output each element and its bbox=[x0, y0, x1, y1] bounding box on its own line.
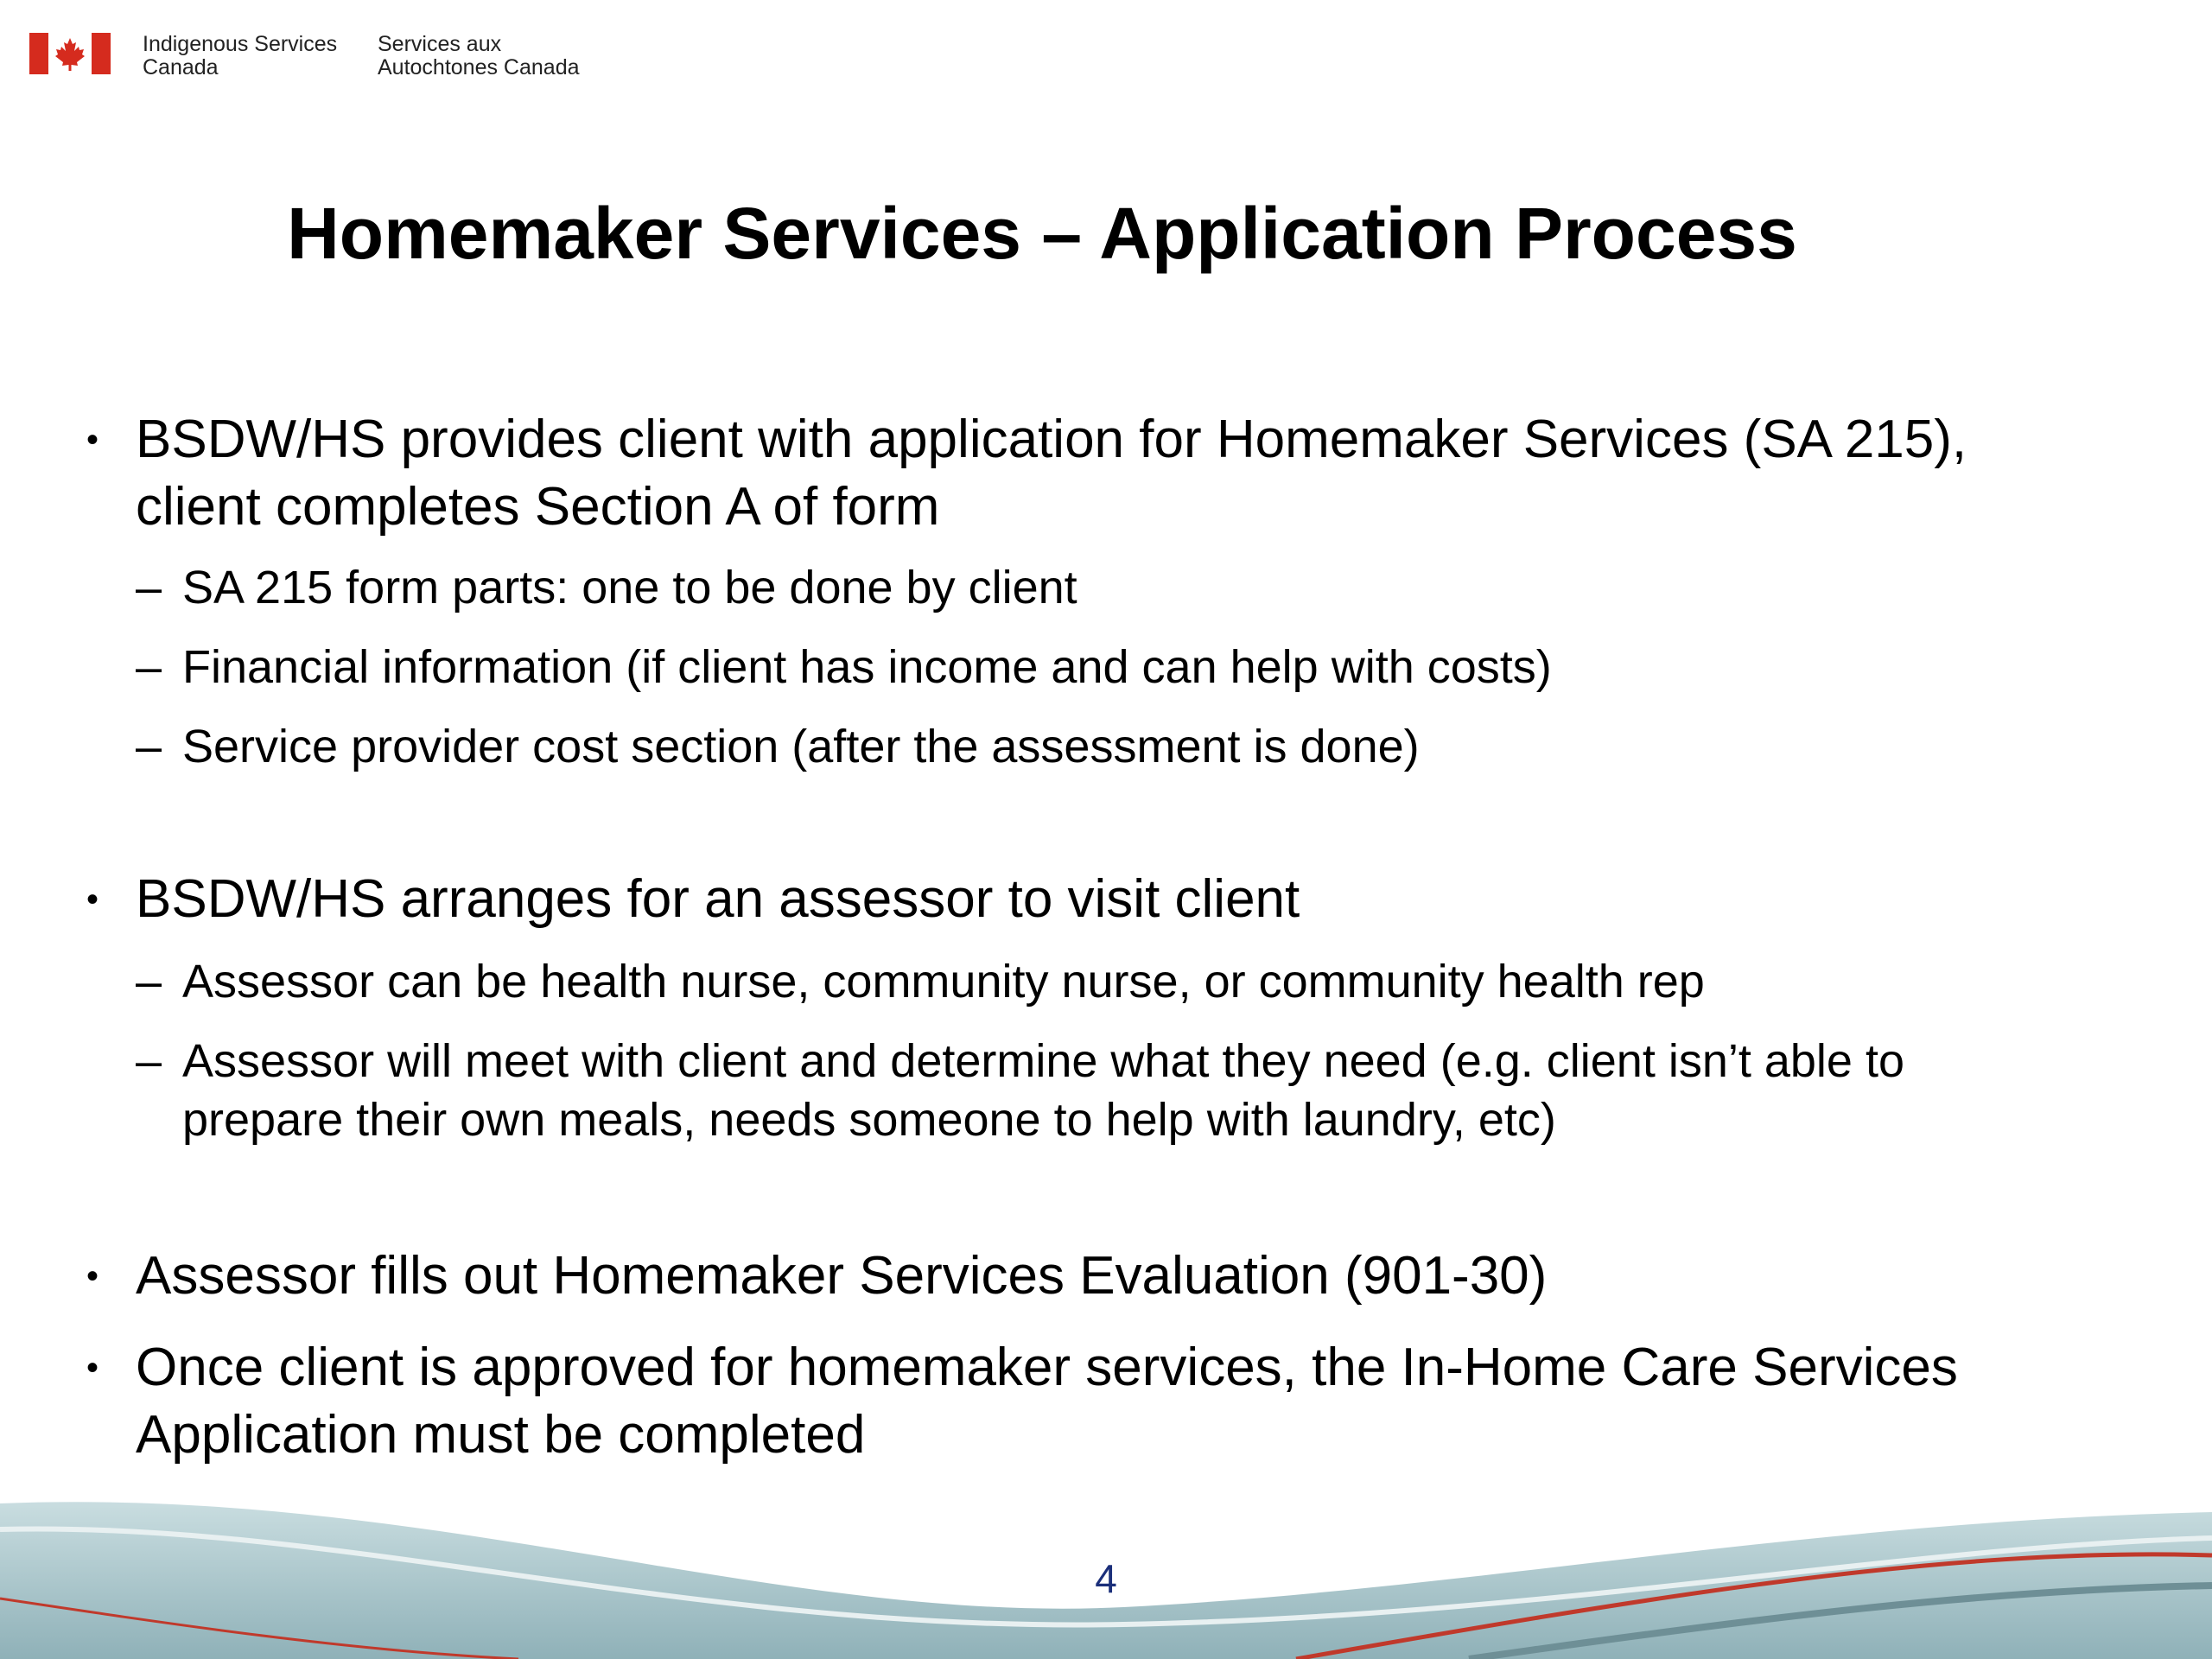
sub-bullet-text: Assessor can be health nurse, community nurse, or community health rep bbox=[182, 956, 1705, 1007]
bullet-item bbox=[86, 866, 1987, 933]
slide-title: Homemaker Services – Application Process bbox=[287, 193, 1797, 274]
sub-bullet-marker: – bbox=[136, 641, 162, 693]
sub-bullet-text: Financial information (if client has income and can help with costs) bbox=[182, 641, 1552, 693]
department-name-english: Indigenous Services Canada bbox=[143, 32, 338, 79]
sub-bullet-item bbox=[86, 952, 1987, 1011]
bullet-item bbox=[86, 1243, 1987, 1310]
government-identifier bbox=[29, 33, 111, 74]
sub-bullet-marker: – bbox=[136, 562, 162, 613]
bullet-text: BSDW/HS provides client with application for Homemaker Services (SA 215), client completes Section A of form bbox=[136, 410, 1967, 537]
sub-bullet-text: Service provider cost section (after the assessment is done) bbox=[182, 721, 1420, 772]
sub-bullet-marker: – bbox=[136, 1035, 162, 1087]
bullet-item bbox=[86, 406, 1987, 541]
bullet-text: Assessor fills out Homemaker Services Evaluation (901-30) bbox=[136, 1246, 1548, 1306]
bullet-marker: • bbox=[86, 880, 99, 918]
bullet-item bbox=[86, 1334, 1987, 1469]
bullet-text: Once client is approved for homemaker services, the In-Home Care Services Application must be completed bbox=[136, 1338, 1958, 1465]
sub-bullet-marker: – bbox=[136, 956, 162, 1007]
slide-content bbox=[86, 406, 1987, 1469]
bullet-marker: • bbox=[86, 1257, 99, 1295]
canada-flag-icon bbox=[29, 33, 111, 74]
bullet-marker: • bbox=[86, 1349, 99, 1387]
page-number: 4 bbox=[1095, 1556, 1117, 1601]
sub-bullet-text: Assessor will meet with client and determine what they need (e.g. client isn’t able to prepare their own meals, needs someone to help with laundry, etc) bbox=[182, 1035, 1904, 1146]
sub-bullet-item bbox=[86, 558, 1987, 617]
sub-bullet-marker: – bbox=[136, 721, 162, 772]
department-name-french: Services aux Autochtones Canada bbox=[378, 32, 580, 79]
sub-bullet-item bbox=[86, 717, 1987, 776]
bullet-text: BSDW/HS arranges for an assessor to visit client bbox=[136, 869, 1300, 929]
bullet-marker: • bbox=[86, 421, 99, 459]
sub-bullet-text: SA 215 form parts: one to be done by client bbox=[182, 562, 1077, 613]
sub-bullet-item bbox=[86, 1032, 1987, 1149]
sub-bullet-item bbox=[86, 638, 1987, 696]
